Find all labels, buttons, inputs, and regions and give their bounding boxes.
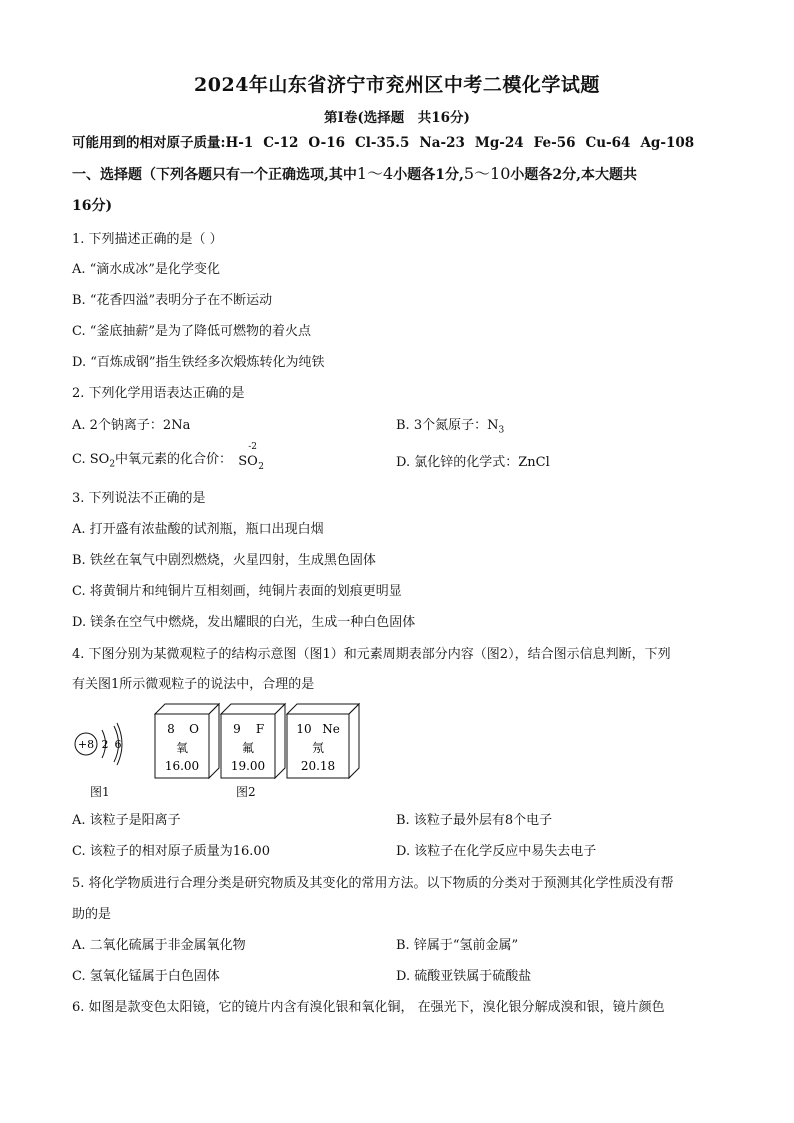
valence-formula — [236, 441, 270, 472]
q1-option-a: A. “滴水成冰”是化学变化 — [72, 262, 220, 277]
mass-item: Cl-35.5 — [355, 135, 410, 151]
mass-item: Ag-108 — [640, 135, 695, 151]
q5-stem-line1: 5. 将化学物质进行合理分类是研究物质及其变化的常用方法。以下物质的分类对于预测其化学性质没有帮 — [72, 876, 674, 891]
figure-2-label: 图2 — [236, 785, 256, 799]
periodic-table-excerpt — [154, 700, 364, 780]
q4-option-a: A. 该粒子是阳离子 — [72, 813, 181, 828]
q5-option-a: A. 二氧化硫属于非金属氧化物 — [72, 938, 246, 953]
atomic-number: 9 — [233, 722, 241, 736]
section-heading-text: 一、选择题（下列各题只有一个正确选项,其中 — [72, 167, 357, 183]
mass-item: Mg-24 — [474, 135, 524, 151]
q1-option-b: B. “花香四溢”表明分子在不断运动 — [72, 293, 273, 308]
q4-stem-line1: 4. 下图分别为某微观粒子的结构示意图（图1）和元素周期表部分内容（图2），结合图示信息判断，下列 — [72, 647, 671, 662]
q4-stem-line2: 有关图1所示微观粒子的说法中，合理的是 — [72, 677, 315, 692]
subscript: 2 — [109, 459, 116, 470]
q2-option-c-text: 中氧元素的化合价： — [115, 452, 233, 467]
element-name: 氟 — [241, 741, 255, 755]
element-name: 氖 — [311, 741, 325, 755]
mass-item: H-1 — [225, 135, 254, 151]
q5-option-d: D. 硫酸亚铁属于硫酸盐 — [396, 969, 532, 984]
masses-label: 可能用到的相对原子质量: — [72, 135, 226, 151]
element-cell-oxygen — [155, 704, 219, 778]
q2-option-d: D. 氯化锌的化学式：ZnCl — [396, 455, 550, 470]
element-cell-fluorine — [221, 704, 285, 778]
atomic-masses — [72, 131, 694, 151]
valence-charge: -2 — [248, 441, 257, 452]
atomic-number: 10 — [296, 722, 312, 736]
section-heading-text: 小题各1分, — [393, 167, 464, 183]
mass-item: C-12 — [263, 135, 299, 151]
q2-option-b-text: B. 3个氮原子：N — [396, 418, 499, 433]
formula-base: SO — [238, 453, 258, 469]
element-name: 氧 — [175, 741, 189, 755]
section-heading — [72, 158, 722, 191]
page-title: 2024年山东省济宁市兖州区中考二模化学试题 — [194, 74, 600, 96]
question-range: 5～10 — [463, 164, 511, 183]
atom-structure-diagram — [72, 722, 132, 772]
q5-option-c: C. 氢氧化锰属于白色固体 — [72, 969, 220, 984]
q3-option-a: A. 打开盛有浓盐酸的试剂瓶，瓶口出现白烟 — [72, 522, 324, 537]
q2-stem: 2. 下列化学用语表达正确的是 — [72, 386, 245, 401]
element-symbol: O — [189, 722, 199, 736]
q3-option-c: C. 将黄铜片和纯铜片互相刻画，纯铜片表面的划痕更明显 — [72, 584, 402, 599]
section-heading-text: 小题各2分,本大题共 — [510, 167, 638, 183]
atomic-mass: 16.00 — [164, 759, 200, 773]
element-symbol: F — [255, 722, 265, 736]
shell2-electrons: 6 — [114, 738, 122, 751]
q4-option-d: D. 该粒子在化学反应中易失去电子 — [396, 844, 597, 859]
atomic-number: 8 — [167, 722, 175, 736]
q5-stem-line2: 助的是 — [72, 907, 112, 922]
q1-stem: 1. 下列描述正确的是（ ） — [72, 232, 223, 247]
q3-stem: 3. 下列说法不正确的是 — [72, 491, 206, 506]
figure-1-label: 图1 — [90, 785, 110, 799]
q1-option-d: D. “百炼成钢”指生铁经多次煅炼转化为纯铁 — [72, 355, 325, 370]
element-cell-neon — [287, 704, 359, 778]
q2-option-b — [396, 414, 504, 436]
mass-item: Cu-64 — [585, 135, 631, 151]
formula-subscript: 2 — [258, 461, 264, 472]
q1-option-c: C. “釜底抽薪”是为了降低可燃物的着火点 — [72, 324, 312, 339]
q5-option-b: B. 锌属于“氢前金属” — [396, 938, 519, 953]
element-symbol: Ne — [322, 722, 340, 736]
atomic-mass: 19.00 — [230, 759, 266, 773]
q4-option-c: C. 该粒子的相对原子质量为16.00 — [72, 844, 270, 859]
mass-item: Na-23 — [419, 135, 465, 151]
section-subtitle: 第I卷(选择题 共16分) — [324, 110, 470, 126]
nucleus-charge: +8 — [77, 738, 95, 751]
mass-item: O-16 — [308, 135, 346, 151]
q6-stem-line1: 6. 如图是款变色太阳镜，它的镜片内含有溴化银和氧化铜， 在强光下，溴化银分解成溴和银，镜片颜色 — [72, 1000, 665, 1015]
q3-option-d: D. 镁条在空气中燃烧，发出耀眼的白光，生成一种白色固体 — [72, 615, 416, 630]
q2-option-c-text: C. SO — [72, 452, 110, 467]
mass-item: Fe-56 — [533, 135, 576, 151]
atomic-mass: 20.18 — [300, 759, 336, 773]
q4-option-b: B. 该粒子最外层有8个电子 — [396, 813, 553, 828]
subscript: 3 — [498, 425, 505, 436]
q2-option-c — [72, 441, 270, 472]
question-range: 1～4 — [356, 164, 394, 183]
section-heading-cont: 16分) — [72, 198, 113, 214]
shell1-electrons: 2 — [101, 738, 109, 751]
q2-option-a: A. 2个钠离子：2Na — [72, 418, 191, 433]
q3-option-b: B. 铁丝在氧气中剧烈燃烧，火星四射，生成黑色固体 — [72, 553, 376, 568]
